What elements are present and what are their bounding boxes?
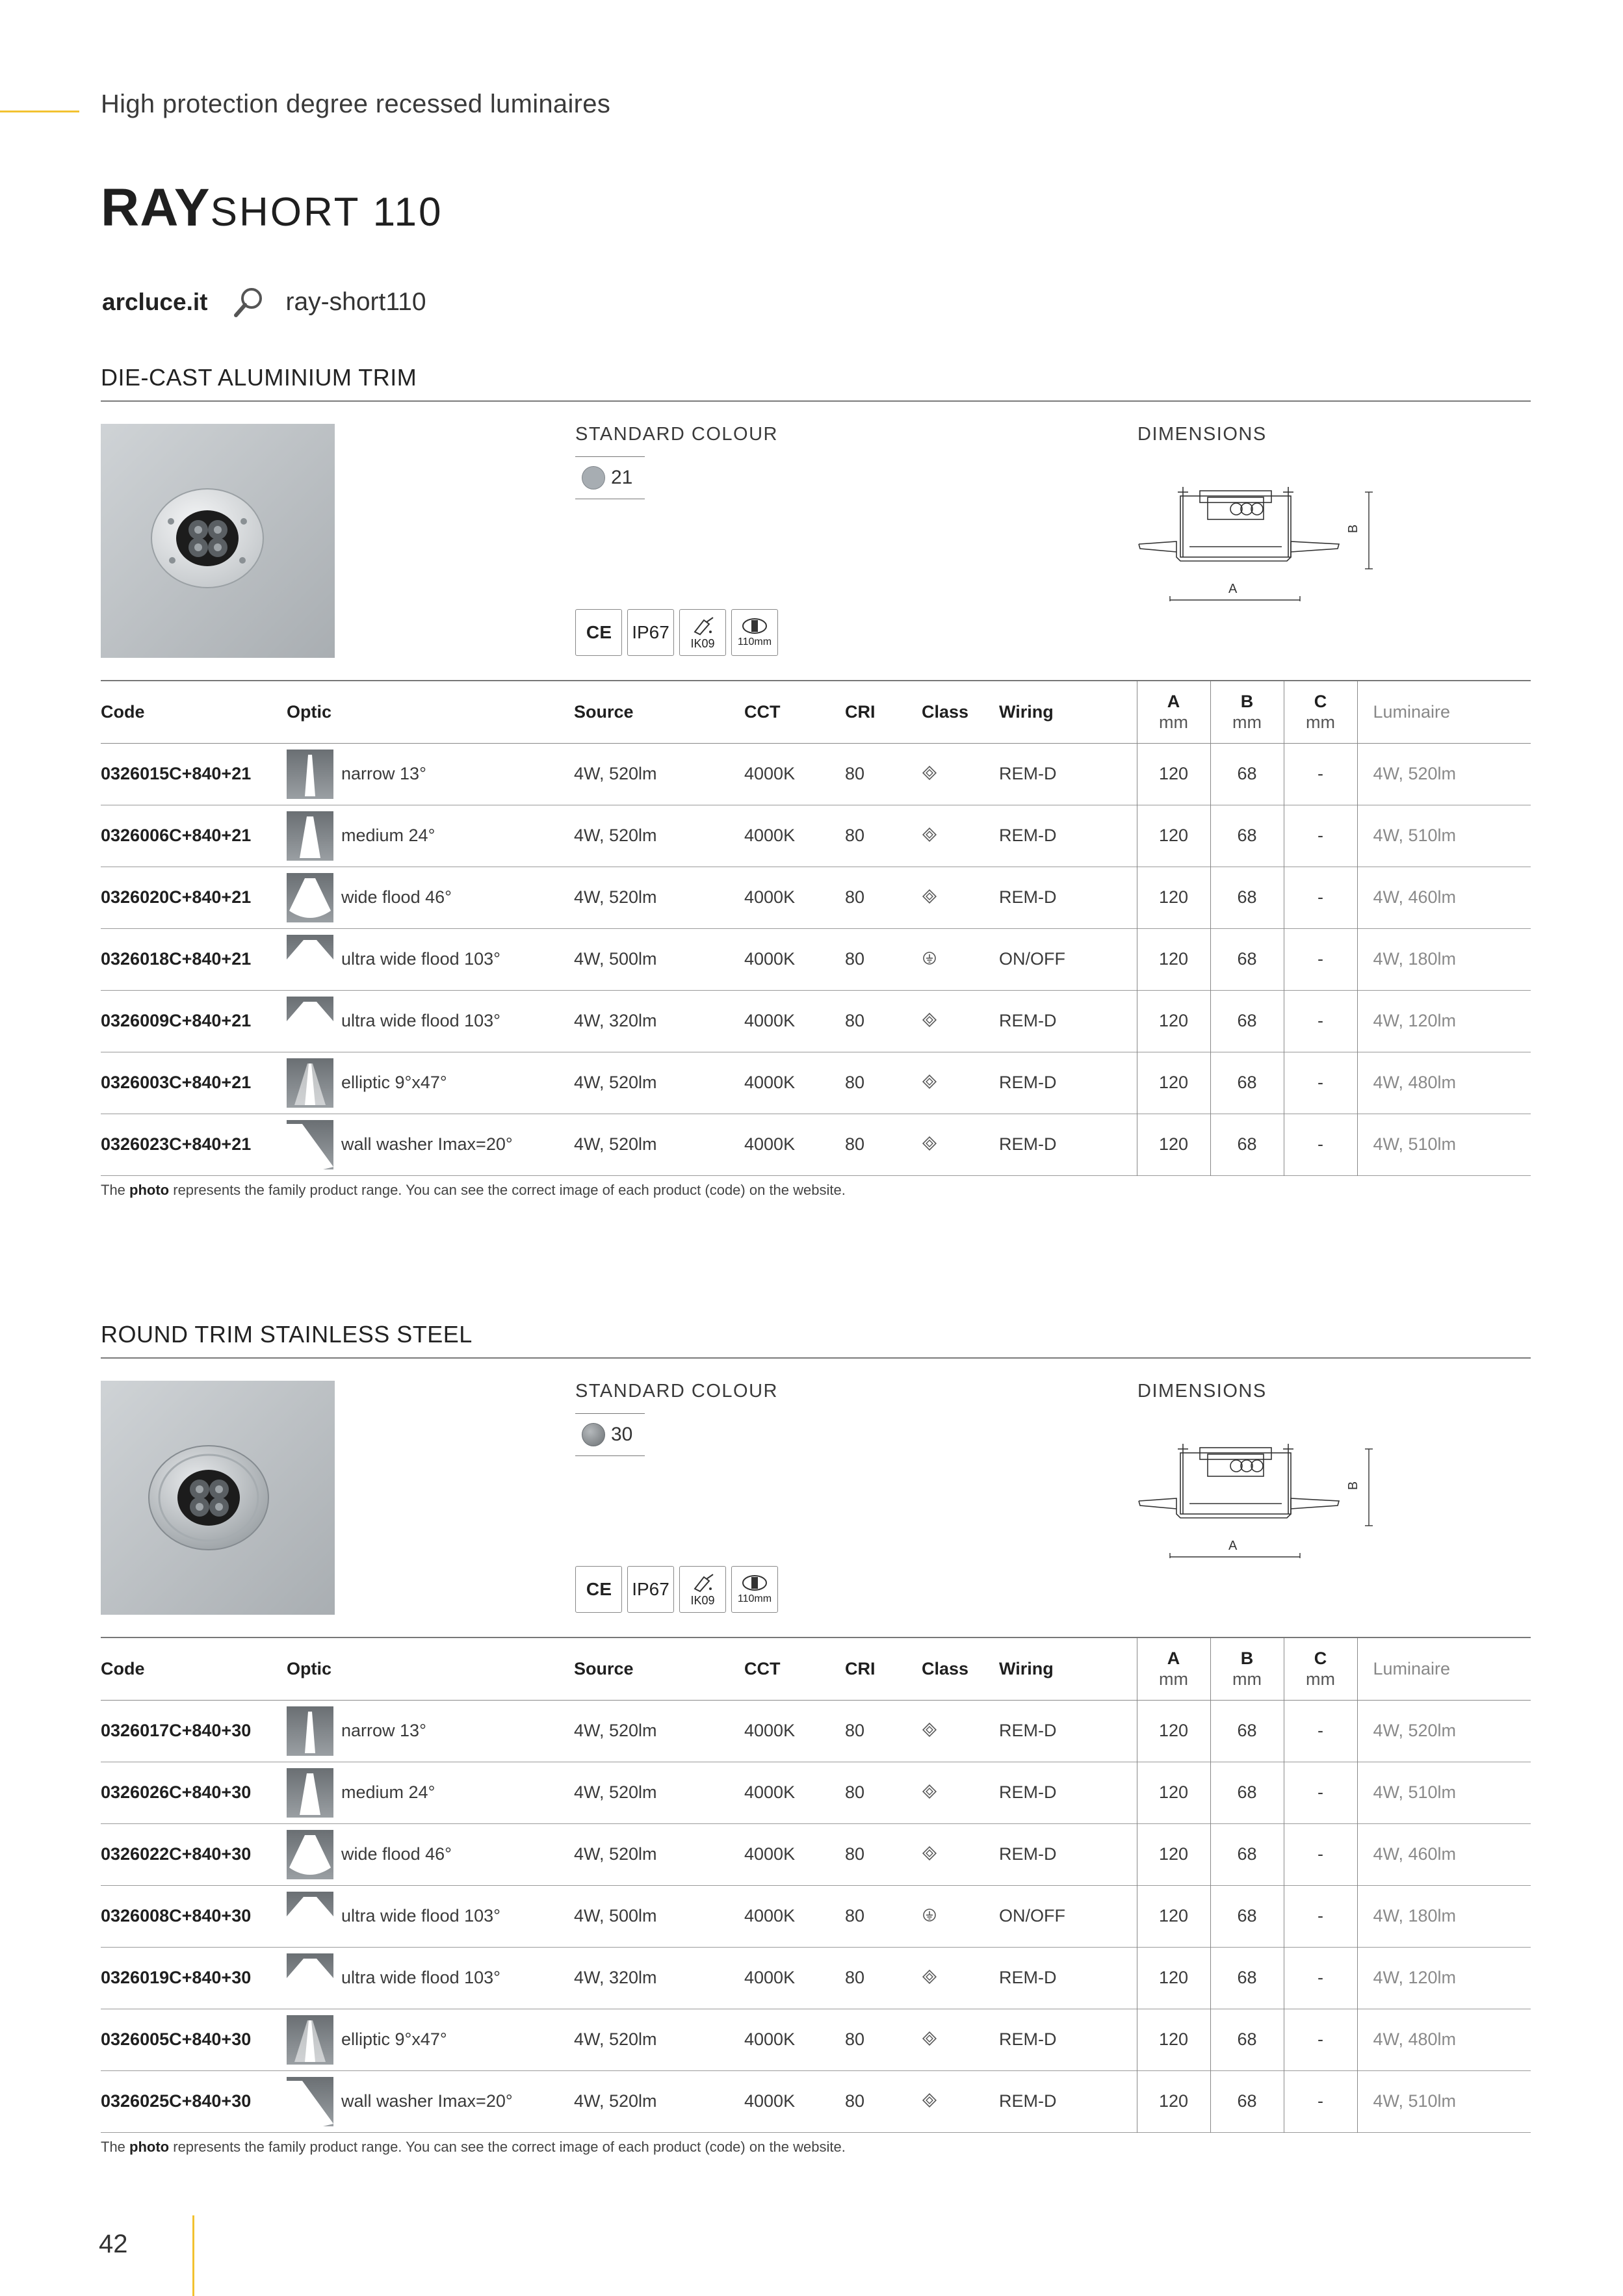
dimension-b-label: B <box>1346 1481 1361 1491</box>
class-ii-icon <box>922 1135 937 1155</box>
table-row <box>101 1823 1531 1885</box>
header-source: Source <box>574 701 634 722</box>
cct-value: 4000K <box>744 1968 796 1987</box>
wiring-value: ON/OFF <box>999 949 1065 969</box>
luminaire-value: 4W, 510lm <box>1357 2070 1531 2132</box>
dim-a-value: 120 <box>1137 2070 1210 2132</box>
ultra-wide-flood-icon <box>287 1953 333 2003</box>
dim-a-value: 120 <box>1137 1052 1210 1114</box>
source-value: 4W, 520lm <box>574 1134 657 1154</box>
section-title: DIE-CAST ALUMINIUM TRIM <box>101 364 417 391</box>
product-table-aluminium <box>101 680 1531 1176</box>
optic-cell <box>287 1885 574 1947</box>
table-header-row <box>101 681 1531 743</box>
dim-a-value: 120 <box>1137 805 1210 867</box>
header-luminaire: Luminaire <box>1357 681 1531 743</box>
photo-note: The photo represents the family product range. You can see the correct image of each product (code) on the website. <box>101 2139 846 2155</box>
optic-cell <box>287 2070 574 2132</box>
dim-b-value: 68 <box>1210 2070 1284 2132</box>
source-value: 4W, 320lm <box>574 1011 657 1030</box>
cct-value: 4000K <box>744 1844 796 1864</box>
wiring-value: REM-D <box>999 1134 1057 1154</box>
narrow-beam-icon <box>287 750 333 799</box>
colour-dot <box>582 1423 605 1446</box>
table-header-row <box>101 1637 1531 1700</box>
dim-a-value: 120 <box>1137 1700 1210 1762</box>
table-row <box>101 2009 1531 2070</box>
cct-value: 4000K <box>744 887 796 907</box>
ik09-icon: IK09 <box>679 609 726 656</box>
header-class: Class <box>922 701 969 722</box>
cri-value: 80 <box>845 2029 865 2049</box>
optic-label: wide flood 46° <box>341 1844 452 1864</box>
class-ii-icon <box>922 888 937 908</box>
product-code: 0326009C+840+21 <box>101 1011 252 1030</box>
dim-c-value: - <box>1284 990 1357 1052</box>
dim-c-value: - <box>1284 743 1357 805</box>
source-value: 4W, 520lm <box>574 887 657 907</box>
optic-cell <box>287 990 574 1052</box>
header-optic: Optic <box>287 701 332 722</box>
luminaire-value: 4W, 480lm <box>1357 2009 1531 2070</box>
dim-a-value: 120 <box>1137 2009 1210 2070</box>
wiring-value: REM-D <box>999 1968 1057 1987</box>
photo-note: The photo represents the family product range. You can see the correct image of each product (code) on the website. <box>101 1182 846 1198</box>
optic-cell <box>287 743 574 805</box>
cri-value: 80 <box>845 1968 865 1987</box>
cri-value: 80 <box>845 1073 865 1092</box>
footer-accent-bar <box>192 2215 194 2296</box>
product-code: 0326005C+840+30 <box>101 2029 252 2049</box>
cri-value: 80 <box>845 2091 865 2111</box>
table-row <box>101 867 1531 928</box>
source-value: 4W, 520lm <box>574 1844 657 1864</box>
search-query: ray-short110 <box>285 288 426 316</box>
source-value: 4W, 500lm <box>574 1906 657 1925</box>
class-cell <box>922 1700 999 1762</box>
dim-a-value: 120 <box>1137 990 1210 1052</box>
dim-b-value: 68 <box>1210 743 1284 805</box>
wall-washer-icon <box>287 2077 333 2126</box>
dimensions-label: DIMENSIONS <box>1137 1381 1267 1402</box>
ip67-icon: IP67 <box>627 1566 674 1613</box>
dimensions-drawing <box>1137 484 1358 601</box>
header-cct: CCT <box>744 701 781 722</box>
class-cell <box>922 1762 999 1823</box>
dim-a-value: 120 <box>1137 1885 1210 1947</box>
class-ii-icon <box>922 826 937 846</box>
wide-flood-icon <box>287 873 333 922</box>
header-accent-line <box>0 111 79 112</box>
dim-c-value: - <box>1284 1762 1357 1823</box>
optic-cell <box>287 1947 574 2009</box>
dimensions-label: DIMENSIONS <box>1137 424 1267 445</box>
cct-value: 4000K <box>744 1721 796 1740</box>
dim-b-value: 68 <box>1210 867 1284 928</box>
website-link[interactable]: arcluce.it <box>102 289 208 315</box>
class-cell <box>922 1947 999 2009</box>
class-cell <box>922 1885 999 1947</box>
ce-mark-icon: C E <box>575 609 622 656</box>
wiring-value: REM-D <box>999 1721 1057 1740</box>
cct-value: 4000K <box>744 2029 796 2049</box>
table-row <box>101 1052 1531 1114</box>
luminaire-value: 4W, 510lm <box>1357 805 1531 867</box>
ip67-icon: IP67 <box>627 609 674 656</box>
wiring-value: REM-D <box>999 2029 1057 2049</box>
table-row <box>101 1947 1531 2009</box>
header-wiring: Wiring <box>999 701 1054 722</box>
certification-icons <box>575 609 778 656</box>
class-ii-icon <box>922 2030 937 2050</box>
header-cri: CRI <box>845 1658 876 1678</box>
source-value: 4W, 500lm <box>574 949 657 969</box>
class-cell <box>922 805 999 867</box>
wiring-value: ON/OFF <box>999 1906 1065 1925</box>
table-row <box>101 990 1531 1052</box>
table-row <box>101 2070 1531 2132</box>
cri-value: 80 <box>845 1011 865 1030</box>
optic-label: wall washer Imax=20° <box>341 2091 513 2111</box>
class-ii-icon <box>922 2092 937 2112</box>
product-code: 0326019C+840+30 <box>101 1968 252 1987</box>
wide-flood-icon <box>287 1830 333 1879</box>
product-code: 0326003C+840+21 <box>101 1073 252 1092</box>
dim-c-value: - <box>1284 1700 1357 1762</box>
cct-value: 4000K <box>744 1782 796 1802</box>
dimension-a-label: A <box>1228 1539 1238 1553</box>
luminaire-value: 4W, 510lm <box>1357 1114 1531 1175</box>
dim-a-value: 120 <box>1137 1762 1210 1823</box>
dim-b-value: 68 <box>1210 1700 1284 1762</box>
source-value: 4W, 520lm <box>574 2091 657 2111</box>
optic-label: elliptic 9°x47° <box>341 2029 447 2049</box>
optic-cell <box>287 1114 574 1175</box>
product-code: 0326008C+840+30 <box>101 1906 252 1925</box>
header-wiring: Wiring <box>999 1658 1054 1678</box>
source-value: 4W, 520lm <box>574 1721 657 1740</box>
elliptic-beam-icon <box>287 1058 333 1108</box>
optic-label: wide flood 46° <box>341 887 452 907</box>
cri-value: 80 <box>845 1906 865 1925</box>
class-cell <box>922 743 999 805</box>
dimensions-drawing <box>1137 1441 1358 1558</box>
category-title: High protection degree recessed luminaires <box>101 90 611 118</box>
optic-label: elliptic 9°x47° <box>341 1073 447 1092</box>
ik09-icon: IK09 <box>679 1566 726 1613</box>
dim-c-value: - <box>1284 867 1357 928</box>
header-dim-c: C mm <box>1284 1637 1357 1700</box>
luminaire-value: 4W, 180lm <box>1357 928 1531 990</box>
product-photo-aluminium <box>101 424 335 658</box>
source-value: 4W, 520lm <box>574 1782 657 1802</box>
header-dim-b: B mm <box>1210 1637 1284 1700</box>
cct-value: 4000K <box>744 1011 796 1030</box>
cri-value: 80 <box>845 949 865 969</box>
dim-c-value: - <box>1284 2070 1357 2132</box>
optic-label: ultra wide flood 103° <box>341 949 500 969</box>
dimension-a-label: A <box>1228 582 1238 596</box>
header-cri: CRI <box>845 701 876 722</box>
product-code: 0326017C+840+30 <box>101 1721 252 1740</box>
table-row <box>101 1114 1531 1175</box>
header-code: Code <box>101 701 145 722</box>
dim-c-value: - <box>1284 928 1357 990</box>
dim-a-value: 120 <box>1137 867 1210 928</box>
optic-cell <box>287 805 574 867</box>
class-ii-icon <box>922 1845 937 1865</box>
dim-b-value: 68 <box>1210 1947 1284 2009</box>
optic-label: medium 24° <box>341 1782 435 1802</box>
luminaire-value: 4W, 460lm <box>1357 1823 1531 1885</box>
dim-c-value: - <box>1284 1052 1357 1114</box>
optic-cell <box>287 1823 574 1885</box>
dim-b-value: 68 <box>1210 805 1284 867</box>
dim-a-value: 120 <box>1137 928 1210 990</box>
class-cell <box>922 2070 999 2132</box>
class-ii-icon <box>922 1721 937 1742</box>
optic-cell <box>287 1700 574 1762</box>
colour-code: 21 <box>611 467 633 488</box>
dim-a-value: 120 <box>1137 1114 1210 1175</box>
cri-value: 80 <box>845 1844 865 1864</box>
optic-cell <box>287 2009 574 2070</box>
table-row <box>101 928 1531 990</box>
colour-swatch <box>575 456 645 499</box>
source-value: 4W, 520lm <box>574 1073 657 1092</box>
wiring-value: REM-D <box>999 1782 1057 1802</box>
product-title-light: SHORT 110 <box>210 190 443 235</box>
table-row <box>101 1885 1531 1947</box>
class-cell <box>922 928 999 990</box>
cct-value: 4000K <box>744 2091 796 2111</box>
wall-washer-icon <box>287 1120 333 1169</box>
class-ii-icon <box>922 1073 937 1093</box>
cri-value: 80 <box>845 887 865 907</box>
search-icon <box>232 285 266 319</box>
medium-beam-icon <box>287 811 333 861</box>
table-row <box>101 1762 1531 1823</box>
ultra-wide-flood-icon <box>287 1892 333 1941</box>
source-value: 4W, 520lm <box>574 826 657 845</box>
class-cell <box>922 1052 999 1114</box>
ce-mark-icon: C E <box>575 1566 622 1613</box>
table-row <box>101 805 1531 867</box>
certification-icons <box>575 1566 778 1613</box>
class-cell <box>922 867 999 928</box>
luminaire-value: 4W, 180lm <box>1357 1885 1531 1947</box>
wiring-value: REM-D <box>999 887 1057 907</box>
dim-b-value: 68 <box>1210 1823 1284 1885</box>
cri-value: 80 <box>845 826 865 845</box>
table-row <box>101 743 1531 805</box>
cct-value: 4000K <box>744 1134 796 1154</box>
class-cell <box>922 1114 999 1175</box>
wiring-value: REM-D <box>999 1011 1057 1030</box>
optic-cell <box>287 928 574 990</box>
optic-cell <box>287 1052 574 1114</box>
medium-beam-icon <box>287 1768 333 1818</box>
source-value: 4W, 320lm <box>574 1968 657 1987</box>
colour-code: 30 <box>611 1424 633 1445</box>
cutout-110mm-icon: 110mm <box>731 609 778 656</box>
optic-cell <box>287 1762 574 1823</box>
class-cell <box>922 2009 999 2070</box>
cri-value: 80 <box>845 1782 865 1802</box>
section-divider <box>101 1357 1531 1359</box>
class-ii-icon <box>922 1011 937 1032</box>
dim-b-value: 68 <box>1210 2009 1284 2070</box>
standard-colour-label: STANDARD COLOUR <box>575 424 778 445</box>
header-dim-a: A mm <box>1137 681 1210 743</box>
class-ii-icon <box>922 1783 937 1803</box>
header-code: Code <box>101 1658 145 1678</box>
wiring-value: REM-D <box>999 2091 1057 2111</box>
class-i-icon <box>922 1907 937 1927</box>
cri-value: 80 <box>845 764 865 783</box>
dim-c-value: - <box>1284 1885 1357 1947</box>
header-dim-c: C mm <box>1284 681 1357 743</box>
product-photo-stainless <box>101 1381 335 1615</box>
dimension-b-bracket <box>1362 491 1375 570</box>
product-code: 0326020C+840+21 <box>101 887 252 907</box>
header-source: Source <box>574 1658 634 1678</box>
optic-label: narrow 13° <box>341 1721 426 1740</box>
dim-b-value: 68 <box>1210 928 1284 990</box>
colour-swatch <box>575 1413 645 1456</box>
dim-c-value: - <box>1284 1947 1357 2009</box>
header-luminaire: Luminaire <box>1357 1637 1531 1700</box>
header-optic: Optic <box>287 1658 332 1678</box>
luminaire-value: 4W, 520lm <box>1357 743 1531 805</box>
dim-c-value: - <box>1284 1823 1357 1885</box>
dim-c-value: - <box>1284 805 1357 867</box>
class-ii-icon <box>922 1968 937 1989</box>
product-table-stainless <box>101 1637 1531 2133</box>
product-title-bold: RAY <box>101 178 211 237</box>
luminaire-value: 4W, 480lm <box>1357 1052 1531 1114</box>
cct-value: 4000K <box>744 826 796 845</box>
luminaire-value: 4W, 120lm <box>1357 1947 1531 2009</box>
class-ii-icon <box>922 764 937 785</box>
product-code: 0326025C+840+30 <box>101 2091 252 2111</box>
standard-colour-label: STANDARD COLOUR <box>575 1381 778 1402</box>
optic-label: wall washer Imax=20° <box>341 1134 513 1154</box>
optic-label: ultra wide flood 103° <box>341 1968 500 1987</box>
optic-label: narrow 13° <box>341 764 426 783</box>
luminaire-value: 4W, 520lm <box>1357 1700 1531 1762</box>
wiring-value: REM-D <box>999 1073 1057 1092</box>
luminaire-value: 4W, 510lm <box>1357 1762 1531 1823</box>
dimension-b-bracket <box>1362 1448 1375 1527</box>
dim-b-value: 68 <box>1210 1762 1284 1823</box>
optic-label: ultra wide flood 103° <box>341 1906 500 1925</box>
luminaire-value: 4W, 120lm <box>1357 990 1531 1052</box>
cri-value: 80 <box>845 1134 865 1154</box>
class-cell <box>922 990 999 1052</box>
dim-a-value: 120 <box>1137 743 1210 805</box>
cct-value: 4000K <box>744 1073 796 1092</box>
luminaire-value: 4W, 460lm <box>1357 867 1531 928</box>
wiring-value: REM-D <box>999 764 1057 783</box>
product-code: 0326026C+840+30 <box>101 1782 252 1802</box>
dim-c-value: - <box>1284 2009 1357 2070</box>
table-row <box>101 1700 1531 1762</box>
cutout-110mm-icon: 110mm <box>731 1566 778 1613</box>
narrow-beam-icon <box>287 1706 333 1756</box>
cct-value: 4000K <box>744 1906 796 1925</box>
optic-cell <box>287 867 574 928</box>
optic-label: medium 24° <box>341 826 435 845</box>
dim-b-value: 68 <box>1210 1114 1284 1175</box>
cct-value: 4000K <box>744 764 796 783</box>
dim-a-value: 120 <box>1137 1823 1210 1885</box>
section-divider <box>101 400 1531 402</box>
product-code: 0326018C+840+21 <box>101 949 252 969</box>
cri-value: 80 <box>845 1721 865 1740</box>
website-reference <box>102 287 426 317</box>
source-value: 4W, 520lm <box>574 2029 657 2049</box>
cct-value: 4000K <box>744 949 796 969</box>
colour-dot <box>582 466 605 489</box>
elliptic-beam-icon <box>287 2015 333 2065</box>
header-dim-a: A mm <box>1137 1637 1210 1700</box>
optic-label: ultra wide flood 103° <box>341 1011 500 1030</box>
dim-a-value: 120 <box>1137 1947 1210 2009</box>
dim-b-value: 68 <box>1210 990 1284 1052</box>
product-code: 0326015C+840+21 <box>101 764 252 783</box>
header-class: Class <box>922 1658 969 1678</box>
product-code: 0326022C+840+30 <box>101 1844 252 1864</box>
header-dim-b: B mm <box>1210 681 1284 743</box>
class-i-icon <box>922 950 937 970</box>
header-cct: CCT <box>744 1658 781 1678</box>
product-title <box>101 176 443 245</box>
ultra-wide-flood-icon <box>287 997 333 1046</box>
product-code: 0326023C+840+21 <box>101 1134 252 1154</box>
ultra-wide-flood-icon <box>287 935 333 984</box>
product-code: 0326006C+840+21 <box>101 826 252 845</box>
section-title: ROUND TRIM STAINLESS STEEL <box>101 1321 473 1348</box>
dim-c-value: - <box>1284 1114 1357 1175</box>
class-cell <box>922 1823 999 1885</box>
wiring-value: REM-D <box>999 1844 1057 1864</box>
dimension-b-label: B <box>1346 524 1361 534</box>
wiring-value: REM-D <box>999 826 1057 845</box>
page-number: 42 <box>99 2230 128 2258</box>
dim-b-value: 68 <box>1210 1885 1284 1947</box>
source-value: 4W, 520lm <box>574 764 657 783</box>
dim-b-value: 68 <box>1210 1052 1284 1114</box>
